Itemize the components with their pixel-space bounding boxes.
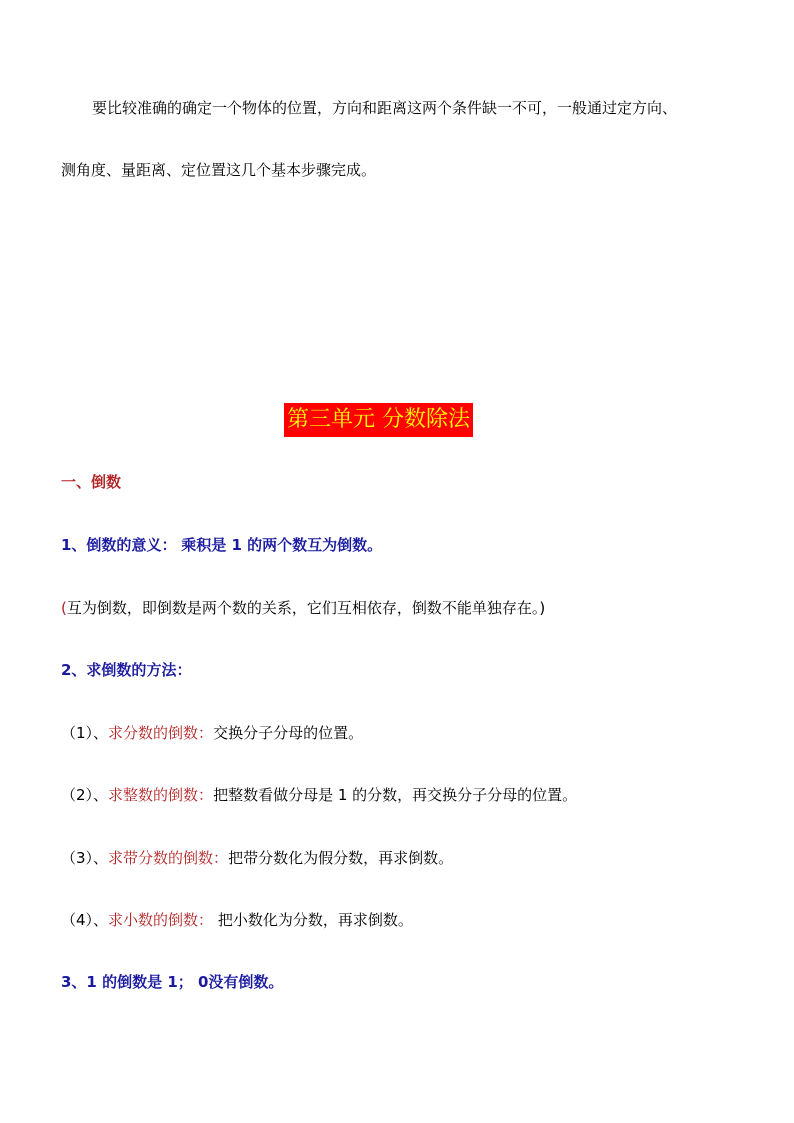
method-text: 把带分数化为假分数，再求倒数。 — [228, 849, 454, 867]
method-text: 把小数化为分数，再求倒数。 — [213, 911, 413, 929]
method-name: 求分数的倒数： — [108, 724, 214, 742]
method-name: 求小数的倒数： — [108, 911, 214, 929]
unit-title: 第三单元 分数除法 — [284, 403, 473, 437]
reciprocal-statement: 3、1 的倒数是 1； 0 — [61, 973, 209, 991]
method-number: （4）、 — [61, 911, 109, 929]
method-name: 求整数的倒数： — [108, 786, 214, 804]
method-text: 交换分子分母的位置。 — [213, 724, 364, 742]
method-item-4 — [61, 910, 413, 930]
note-line — [61, 598, 545, 618]
reciprocal-of-one-line — [61, 972, 283, 992]
zero-statement: 没有倒数。 — [208, 973, 284, 991]
method-item-1 — [61, 723, 363, 743]
note-open-paren: ( — [61, 599, 67, 617]
section-heading: 一、倒数 — [61, 473, 122, 491]
method-number: （1）、 — [61, 724, 109, 742]
intro-line-1: 要比较准确的确定一个物体的位置，方向和距离这两个条件缺一不可，一般通过定方向、 — [92, 99, 678, 117]
method-heading: 2、求倒数的方法： — [61, 661, 192, 679]
method-item-2 — [61, 785, 577, 805]
method-number: （3）、 — [61, 849, 109, 867]
definition-text: 乘积是 1 的两个数互为倒数。 — [181, 536, 383, 554]
method-number: （2）、 — [61, 786, 109, 804]
method-text: 把整数看做分母是 1 的分数，再交换分子分母的位置。 — [213, 786, 578, 804]
method-item-3 — [61, 848, 453, 868]
note-text: 互为倒数，即倒数是两个数的关系，它们互相依存，倒数不能单独存在。) — [66, 599, 546, 617]
intro-line-2: 测角度、量距离、定位置这几个基本步骤完成。 — [61, 161, 377, 179]
method-name: 求带分数的倒数： — [108, 849, 229, 867]
definition-label: 1、倒数的意义： — [61, 536, 177, 554]
definition-line — [61, 535, 382, 555]
